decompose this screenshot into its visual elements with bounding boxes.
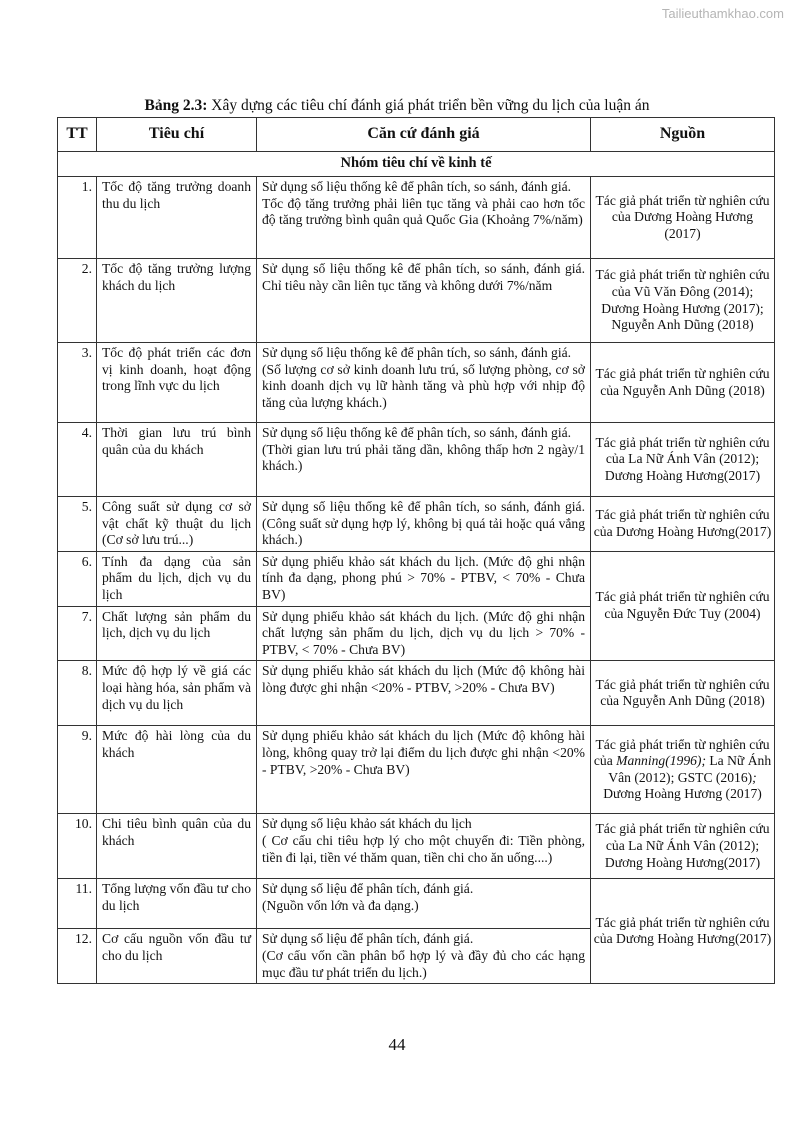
table-caption (0, 97, 794, 115)
basis-line: (Số lượng cơ sở kinh doanh lưu trú, số lượng phòng, cơ sở kinh doanh dịch vụ lữ hành tăng và phù hợp với nhịp độ tăng của lượng khách.) (262, 361, 585, 410)
basis-line: Sử dụng phiếu khảo sát khách du lịch (Mức độ không hài lòng được ghi nhận <20% - PTBV, >20% - Chưa BV) (262, 663, 585, 695)
table-row (58, 551, 775, 606)
row-number: 7. (58, 606, 97, 661)
source-text: Dương Hoàng Hương (2017) (603, 786, 762, 802)
basis-cell (257, 343, 591, 423)
caption-label: Bảng 2.3: (144, 97, 208, 114)
basis-line: (Cơ cấu vốn cần phân bổ hợp lý và đầy đủ cho các hạng mục đầu tư phát triển du lịch.) (262, 947, 585, 980)
criterion-cell: Tốc độ tăng trưởng lượng khách du lịch (97, 259, 257, 343)
source-cell (591, 343, 775, 423)
basis-cell (257, 177, 591, 259)
basis-line: Sử dụng số liệu thống kê để phân tích, so sánh, đánh giá. (262, 345, 572, 360)
caption-text: Xây dựng các tiêu chí đánh giá phát triển bền vững du lịch của luận án (207, 97, 650, 114)
header-criterion: Tiêu chí (97, 118, 257, 152)
basis-line: Sử dụng số liệu để phân tích, đánh giá. (262, 931, 474, 947)
basis-cell (257, 423, 591, 497)
source-text: Tác giả phát triển từ nghiên cứu của Nguyễn Đức Tuy (2004) (595, 589, 770, 622)
basis-line: Sử dụng số liệu khảo sát khách du lịch (262, 816, 472, 832)
basis-line: Sử dụng số liệu để phân tích, đánh giá. (262, 881, 474, 897)
criterion-cell: Tốc độ phát triển các đơn vị kinh doanh, hoạt động trong lĩnh vực du lịch (97, 343, 257, 423)
basis-cell (257, 259, 591, 343)
source-text: La Nữ Ánh Vân (2012); GSTC (2016) (608, 753, 772, 785)
row-number: 9. (58, 726, 97, 814)
source-cell (591, 551, 775, 661)
table-row (58, 497, 775, 552)
row-number: 10. (58, 814, 97, 879)
basis-line: (Nguồn vốn lớn và đa dạng.) (262, 897, 419, 913)
row-number: 11. (58, 879, 97, 929)
source-text: Tác giả phát triển từ nghiên cứu của La Nữ Ánh Vân (2012); Dương Hoàng Hương(2017) (595, 434, 770, 483)
source-text: Tác giả phát triển từ nghiên cứu của (593, 736, 770, 769)
table-row (58, 661, 775, 726)
group-title: Nhóm tiêu chí về kinh tế (58, 152, 775, 177)
table-row (58, 423, 775, 497)
basis-line: Sử dụng phiếu khảo sát khách du lịch. (Mức độ ghi nhận tính đa dạng, phong phú > 70% - PTBV, < 70% - Chưa BV) (262, 553, 585, 602)
row-number: 6. (58, 551, 97, 606)
source-text: Tác giả phát triển từ nghiên cứu của Dương Hoàng Hương(2017) (593, 507, 772, 539)
source-text: Tác giả phát triển từ nghiên cứu của Nguyễn Anh Dũng (2018) (595, 365, 770, 398)
source-cell (591, 259, 775, 343)
basis-line: Sử dụng phiếu khảo sát khách du lịch (Mức độ không hài lòng, không quay trở lại điểm du lịch được ghi nhận <20% - PTBV, >20% - Chưa BV) (262, 728, 585, 777)
criterion-cell: Chất lượng sản phẩm du lịch, dịch vụ du lịch (97, 606, 257, 661)
source-cell (591, 726, 775, 814)
source-text: Manning(1996); (616, 753, 706, 769)
row-number: 4. (58, 423, 97, 497)
source-cell (591, 423, 775, 497)
source-cell (591, 497, 775, 552)
header-source: Nguồn (591, 118, 775, 152)
source-text: Tác giả phát triển từ nghiên cứu của Dương Hoàng Hương(2017) (593, 914, 772, 947)
source-text: ; (752, 769, 757, 785)
criterion-cell: Thời gian lưu trú bình quân của du khách (97, 423, 257, 497)
basis-cell (257, 551, 591, 606)
basis-line: Sử dụng số liệu thống kê để phân tích, so sánh, đánh giá. (Công suất sử dụng hợp lý, không bị quá tải hoặc quá vắng khách.) (262, 499, 585, 548)
basis-line: (Thời gian lưu trú phải tăng dần, không thấp hơn 2 ngày/1 khách.) (262, 441, 585, 474)
row-number: 2. (58, 259, 97, 343)
basis-cell (257, 606, 591, 661)
header-tt: TT (58, 118, 97, 152)
basis-cell (257, 879, 591, 929)
row-number: 8. (58, 661, 97, 726)
header-row (58, 118, 775, 152)
source-cell (591, 814, 775, 879)
criterion-cell: Mức độ hợp lý về giá các loại hàng hóa, sản phẩm và dịch vụ du lịch (97, 661, 257, 726)
table-row (58, 726, 775, 814)
criterion-cell: Tính đa dạng của sản phẩm du lịch, dịch vụ du lịch (97, 551, 257, 606)
row-number: 1. (58, 177, 97, 259)
row-number: 3. (58, 343, 97, 423)
source-text: Tác giả phát triển từ nghiên cứu của La Nữ Ánh Vân (2012); Dương Hoàng Hương(2017) (595, 821, 770, 870)
criterion-cell: Công suất sử dụng cơ sở vật chất kỹ thuật du lịch (Cơ sở lưu trú...) (97, 497, 257, 552)
criterion-cell: Tốc độ tăng trưởng doanh thu du lịch (97, 177, 257, 259)
criteria-table (57, 117, 775, 984)
page-number: 44 (388, 1035, 406, 1054)
criterion-cell: Chi tiêu bình quân của du khách (97, 814, 257, 879)
row-number: 12. (58, 929, 97, 984)
group-row (58, 152, 775, 177)
table-row (58, 343, 775, 423)
basis-cell (257, 929, 591, 984)
basis-cell (257, 726, 591, 814)
basis-line: ( Cơ cấu chi tiêu hợp lý cho một chuyến đi: Tiền phòng, tiền đi lại, tiền vé thăm quan, tiền chi cho ăn uống....) (262, 832, 585, 865)
table-row (58, 177, 775, 259)
source-cell (591, 177, 775, 259)
row-number: 5. (58, 497, 97, 552)
header-basis: Căn cứ đánh giá (257, 118, 591, 152)
criterion-cell: Mức độ hài lòng của du khách (97, 726, 257, 814)
basis-cell (257, 661, 591, 726)
table-row (58, 259, 775, 343)
criterion-cell: Cơ cấu nguồn vốn đầu tư cho du lịch (97, 929, 257, 984)
watermark: Tailieuthamkhao.com (661, 6, 784, 21)
basis-line: Sử dụng số liệu thống kê để phân tích, so sánh, đánh giá. (262, 179, 572, 194)
table-row (58, 814, 775, 879)
source-text: Tác giả phát triển từ nghiên cứu của Dương Hoàng Hương (2017) (595, 192, 770, 241)
basis-line: Tốc độ tăng trưởng phải liên tục tăng và phải cao hơn tốc độ tăng trưởng bình quân quả Quốc Gia (Khoảng 7%/năm) (262, 195, 585, 228)
basis-line: Sử dụng số liệu thống kê để phân tích, so sánh, đánh giá. (262, 425, 572, 440)
source-cell (591, 661, 775, 726)
source-text: Tác giả phát triển từ nghiên cứu của Nguyễn Anh Dũng (2018) (595, 676, 770, 709)
basis-cell (257, 497, 591, 552)
basis-line: Sử dụng số liệu thống kê để phân tích, so sánh, đánh giá. Chỉ tiêu này cần liên tục tăng và không dưới 7%/năm (262, 261, 585, 293)
basis-line: Sử dụng phiếu khảo sát khách du lịch. (Mức độ ghi nhận chất lượng sản phẩm du lịch, dịch vụ du lịch > 70% - PTBV, < 70% - Chưa BV) (262, 608, 585, 657)
criterion-cell: Tổng lượng vốn đầu tư cho du lịch (97, 879, 257, 929)
source-cell (591, 879, 775, 984)
table-row (58, 879, 775, 929)
source-text: Tác giả phát triển từ nghiên cứu của Vũ Văn Đông (2014); Dương Hoàng Hương (2017); Nguyễn Anh Dũng (2018) (595, 267, 770, 333)
basis-cell (257, 814, 591, 879)
